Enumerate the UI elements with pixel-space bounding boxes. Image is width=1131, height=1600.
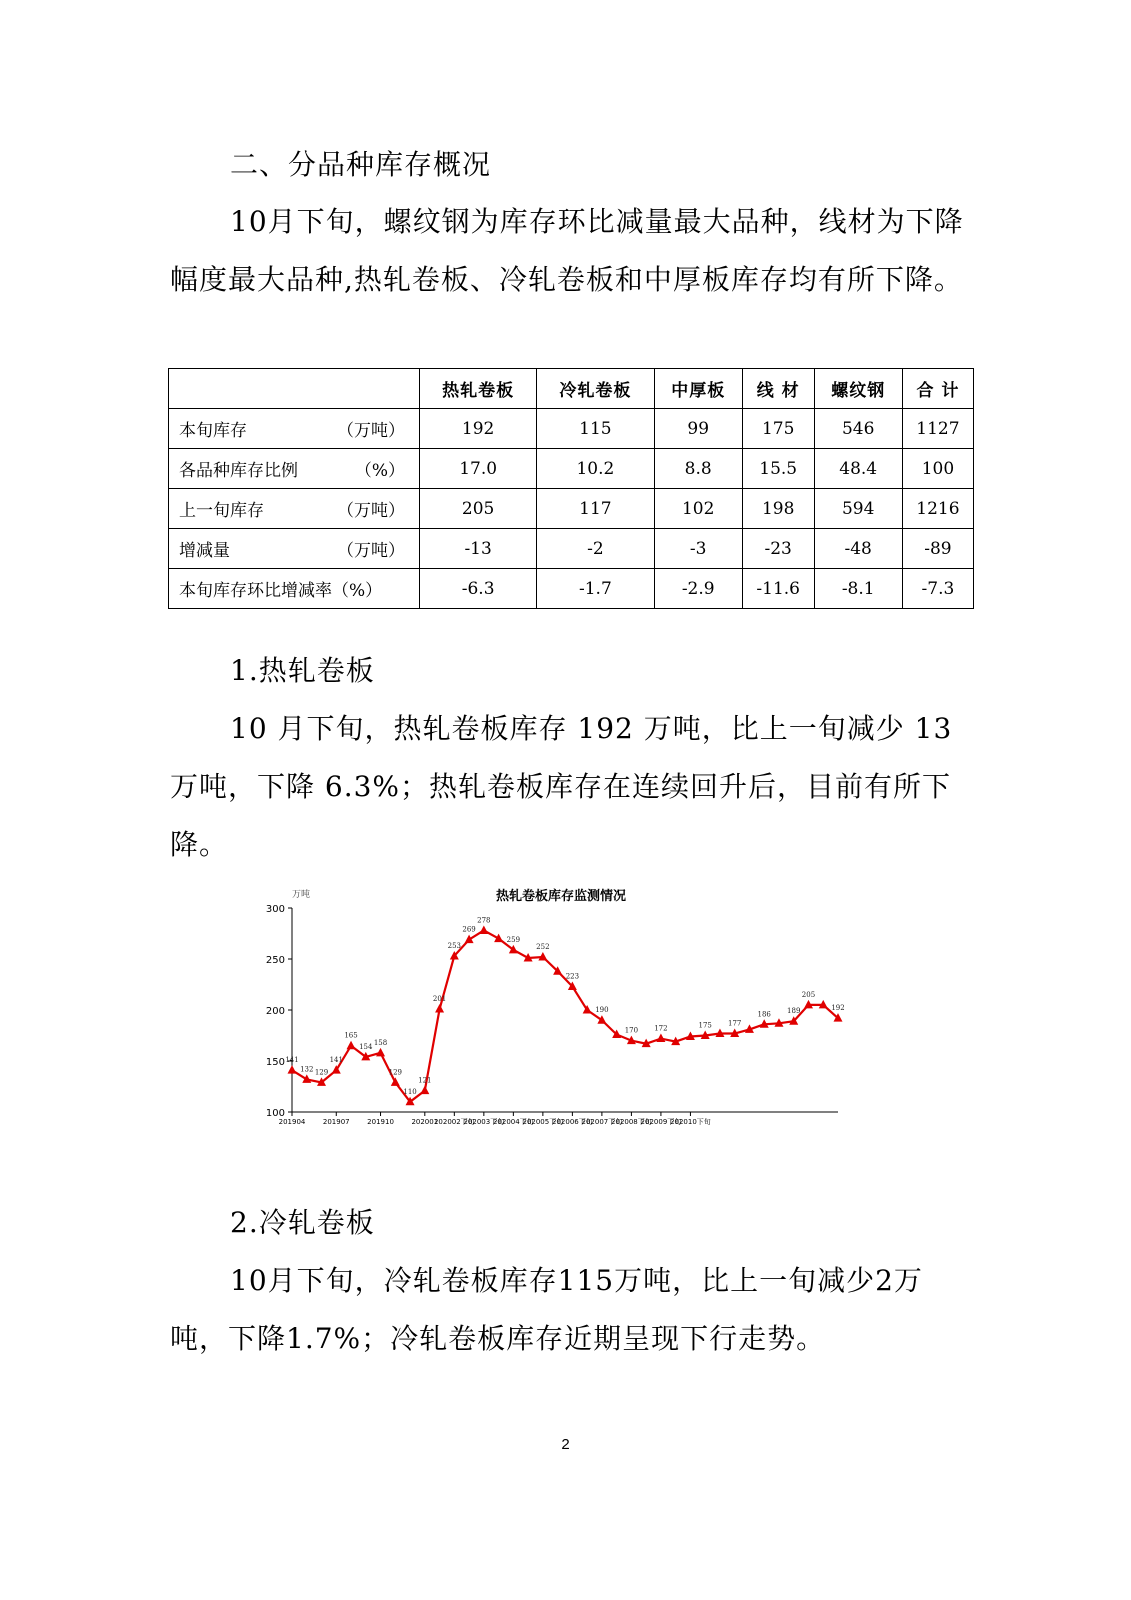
- table-column-header: 螺纹钢: [814, 369, 902, 409]
- table-cell: -48: [814, 529, 902, 569]
- table-row: [169, 569, 974, 609]
- row-unit: （万吨）: [337, 421, 405, 441]
- data-point: [288, 1065, 297, 1074]
- data-label: 172: [654, 1024, 668, 1033]
- data-label: 110: [403, 1087, 417, 1096]
- data-label: 132: [300, 1065, 314, 1074]
- table-row: [169, 449, 974, 489]
- intro-paragraph: 10月下旬，螺纹钢为库存环比减量最大品种，线材为下降幅度最大品种,热轧卷板、冷轧卷板和中厚板库存均有所下降。: [170, 205, 964, 296]
- x-tick-label: 202009下旬: [640, 1118, 682, 1126]
- data-point: [391, 1077, 400, 1086]
- row-label: 各品种库存比例: [179, 461, 298, 481]
- section-title: 二、分品种库存概况: [230, 148, 492, 181]
- x-tick-label: 202006下旬: [552, 1118, 593, 1126]
- data-point: [376, 1048, 385, 1057]
- row-label: 本旬库存: [179, 421, 247, 441]
- table-cell: 115: [537, 409, 654, 449]
- page-number: 2: [561, 1436, 570, 1453]
- chart-title: 热轧卷板库存监测情况: [495, 889, 627, 904]
- row-unit: （%）: [354, 461, 405, 481]
- table-cell: -6.3: [420, 569, 537, 609]
- table-cell: 198: [742, 489, 814, 529]
- table-cell: 594: [814, 489, 902, 529]
- x-tick-label: 202003下旬: [463, 1118, 505, 1126]
- table-column-header: 线 材: [742, 369, 814, 409]
- data-label: 201: [432, 994, 447, 1003]
- y-tick-label: 100: [265, 1108, 285, 1119]
- table-row-header: [169, 449, 420, 489]
- table-cell: -2.9: [654, 569, 742, 609]
- data-label: 186: [757, 1010, 771, 1019]
- data-label: 170: [624, 1026, 639, 1035]
- table-cell: -11.6: [742, 569, 814, 609]
- table-cell: -3: [654, 529, 742, 569]
- data-point: [479, 925, 488, 934]
- table-cell: 48.4: [814, 449, 902, 489]
- x-tick-label: 202008下旬: [611, 1118, 652, 1126]
- x-tick-label: 202002下旬: [433, 1118, 475, 1126]
- x-tick-label: 201907: [322, 1118, 350, 1126]
- table-cell: 546: [814, 409, 902, 449]
- x-tick-label: 202004下旬: [492, 1118, 534, 1126]
- section2-paragraph: 10月下旬，冷轧卷板库存115万吨，比上一旬减少2万吨，下降1.7%；冷轧卷板库存近期呈现下行走势。: [170, 1264, 923, 1355]
- data-label: 190: [595, 1006, 609, 1015]
- x-tick-label: 202001: [411, 1118, 439, 1126]
- table-cell: 100: [902, 449, 973, 489]
- data-label: 121: [418, 1076, 432, 1085]
- data-point: [435, 1004, 444, 1013]
- data-label: 205: [801, 990, 816, 999]
- table-cell: -7.3: [902, 569, 973, 609]
- table-row: [169, 529, 974, 569]
- data-label: 252: [536, 942, 550, 951]
- row-unit: （万吨）: [337, 501, 405, 521]
- section2-title: 2.冷轧卷板: [230, 1206, 375, 1239]
- table-cell: 175: [742, 409, 814, 449]
- row-label: 增减量: [179, 541, 230, 561]
- table-cell: 17.0: [420, 449, 537, 489]
- data-label: 129: [314, 1068, 329, 1077]
- data-point: [420, 1086, 429, 1095]
- table-row: [169, 409, 974, 449]
- data-label: 177: [728, 1019, 742, 1028]
- table-corner-cell: [169, 369, 420, 409]
- table-cell: 15.5: [742, 449, 814, 489]
- section1-title: 1.热轧卷板: [230, 654, 375, 687]
- table-row-header: [169, 489, 420, 529]
- inventory-table: [168, 368, 974, 609]
- data-label: 158: [373, 1038, 388, 1047]
- data-label: 141: [329, 1056, 343, 1065]
- x-tick-label: 201904: [278, 1118, 306, 1126]
- data-label: 223: [565, 972, 580, 981]
- row-label: 本旬库存环比增减率（%）: [179, 581, 383, 601]
- y-tick-label: 200: [265, 1006, 285, 1017]
- data-label: 129: [388, 1068, 402, 1077]
- table-cell: 1127: [902, 409, 973, 449]
- data-label: 269: [462, 925, 476, 934]
- y-tick-label: 250: [265, 955, 285, 966]
- table-cell: 1216: [902, 489, 973, 529]
- data-point: [597, 1015, 606, 1024]
- table-cell: -13: [420, 529, 537, 569]
- data-point: [656, 1034, 665, 1043]
- table-row-header: [169, 409, 420, 449]
- table-cell: 102: [654, 489, 742, 529]
- data-label: 154: [359, 1042, 373, 1051]
- table-header-row: [169, 369, 974, 409]
- table-cell: -1.7: [537, 569, 654, 609]
- table-cell: -2: [537, 529, 654, 569]
- chart-unit-label: 万吨: [292, 890, 311, 900]
- table-column-header: 合 计: [902, 369, 973, 409]
- table-row-header: [169, 529, 420, 569]
- table-cell: 192: [420, 409, 537, 449]
- data-label: 253: [447, 941, 462, 950]
- data-label: 278: [477, 916, 491, 925]
- table-cell: 10.2: [537, 449, 654, 489]
- table-row-header: [169, 569, 420, 609]
- table-cell: -89: [902, 529, 973, 569]
- series-line: [292, 930, 838, 1101]
- data-label: 259: [506, 935, 521, 944]
- table-column-header: 中厚板: [654, 369, 742, 409]
- table-row: [169, 489, 974, 529]
- x-tick-label: 202005下旬: [522, 1118, 564, 1126]
- table-cell: 8.8: [654, 449, 742, 489]
- row-label: 上一旬库存: [179, 501, 264, 521]
- table-cell: 117: [537, 489, 654, 529]
- x-tick-label: 201910: [367, 1118, 394, 1126]
- x-tick-label: 202010下旬: [670, 1118, 711, 1126]
- data-label: 165: [344, 1031, 358, 1040]
- data-label: 192: [831, 1004, 845, 1013]
- data-label: 141: [285, 1056, 299, 1065]
- data-label: 175: [698, 1021, 712, 1030]
- data-point: [347, 1041, 356, 1050]
- table-cell: -23: [742, 529, 814, 569]
- y-tick-label: 300: [265, 904, 285, 915]
- x-tick-label: 202007下旬: [581, 1118, 623, 1126]
- table-column-header: 热轧卷板: [420, 369, 537, 409]
- row-unit: （万吨）: [337, 541, 405, 561]
- table-cell: 205: [420, 489, 537, 529]
- data-label: 189: [787, 1007, 801, 1016]
- y-tick-label: 150: [265, 1057, 285, 1068]
- table-column-header: 冷轧卷板: [537, 369, 654, 409]
- table-cell: -8.1: [814, 569, 902, 609]
- section1-paragraph: 10 月下旬，热轧卷板库存 192 万吨，比上一旬减少 13 万吨，下降 6.3%；热轧卷板库存在连续回升后，目前有所下降。: [170, 712, 953, 861]
- table-cell: 99: [654, 409, 742, 449]
- hot-rolled-chart: [258, 880, 862, 1136]
